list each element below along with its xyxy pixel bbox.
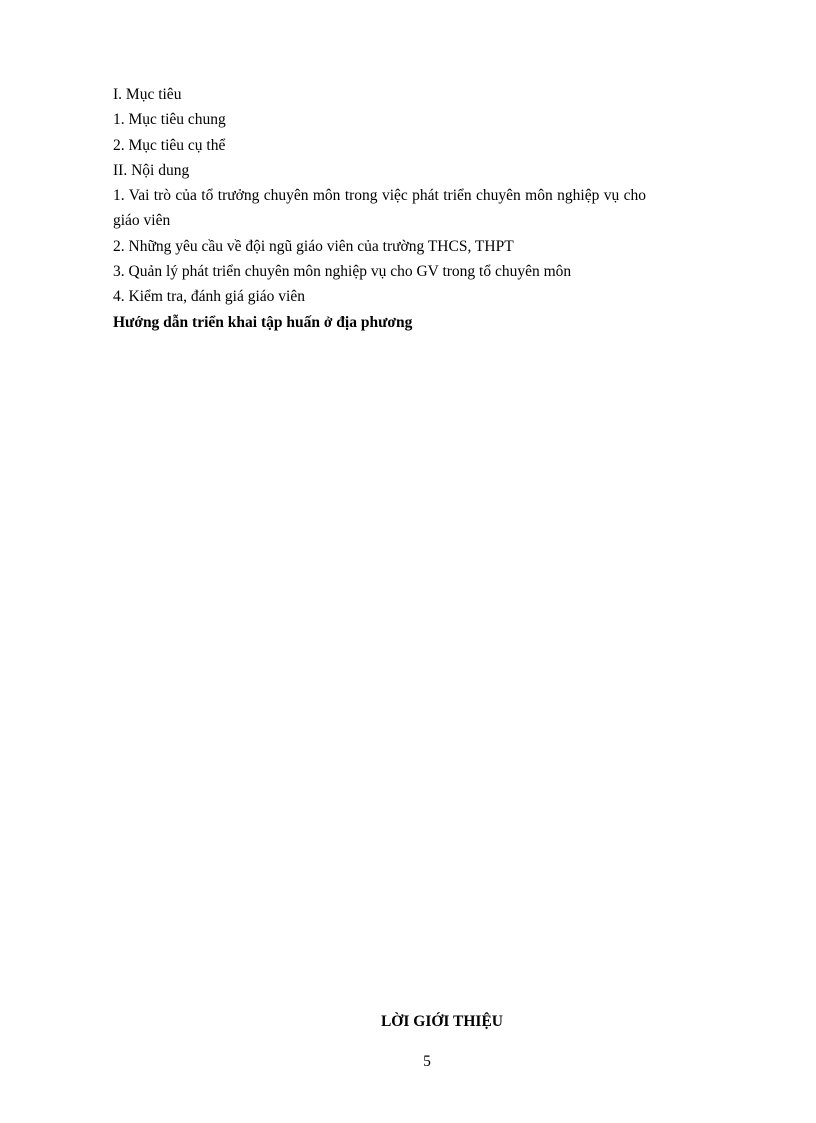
outline-item-vai-tro: 1. Vai trò của tổ trưởng chuyên môn trong việc phát triển chuyên môn nghiệp vụ cho giáo viên [113,187,646,230]
outline-item-noi-dung: II. Nội dung [113,161,190,179]
page-number: 5 [423,1053,431,1070]
outline-item-quan-ly: 3. Quản lý phát triển chuyên môn nghiệp vụ cho GV trong tổ chuyên môn [113,263,572,281]
outline-bold-heading: Hướng dẫn triển khai tập huấn ở địa phương [113,313,413,331]
outline-item-muc-tieu-cu-the: 2. Mục tiêu cụ thể [113,136,226,154]
outline-item-muc-tieu-chung: 1. Mục tiêu chung [113,111,226,129]
section-title: LỜI GIỚI THIỆU [380,1013,504,1030]
outline-list [113,82,646,335]
outline-item-kiem-tra: 4. Kiểm tra, đánh giá giáo viên [113,288,305,306]
outline-item-yeu-cau: 2. Những yêu cầu về đội ngũ giáo viên của trường THCS, THPT [113,237,514,255]
outline-item-muc-tieu: I. Mục tiêu [113,86,182,103]
